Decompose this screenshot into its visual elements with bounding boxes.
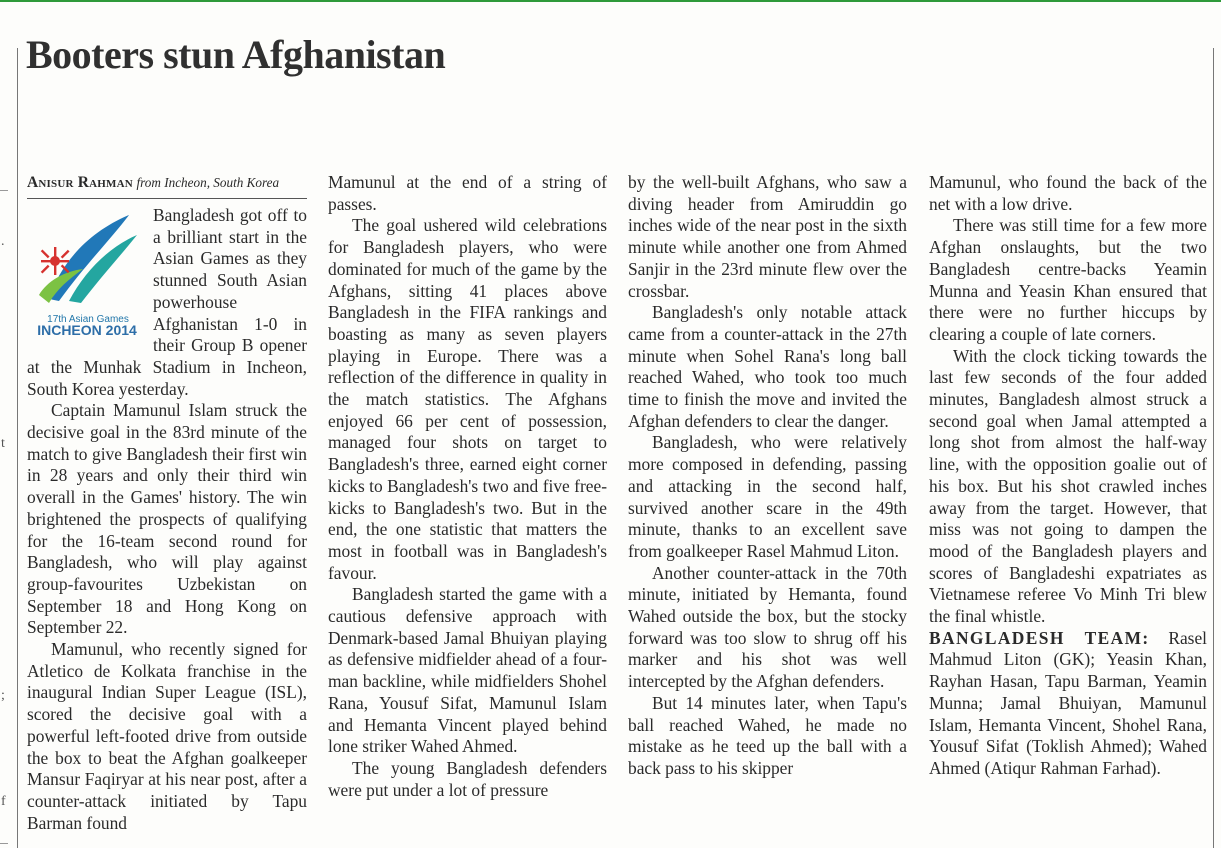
gutter-tick xyxy=(0,190,8,191)
team-label: BANGLADESH TEAM: xyxy=(929,627,1150,648)
paragraph: The young Bangladesh defenders were put under a lot of pressure xyxy=(328,757,607,800)
gutter-fragment: ; xyxy=(1,688,5,703)
article-column-1 xyxy=(27,172,307,837)
asian-games-logo xyxy=(27,203,149,345)
left-column-rule xyxy=(17,48,18,848)
article-column-3 xyxy=(628,172,907,837)
paragraph: Mamunul at the end of a string of passes. xyxy=(328,172,607,214)
gutter-fragment: f xyxy=(1,794,6,809)
paragraph: Bangladesh, who were relatively more composed in defending, passing and attacking in the second half, survived another scare in the 49th minute, thanks to an excellent save from goalkeeper Rasel Mahmud Liton. xyxy=(628,432,907,561)
top-color-rule xyxy=(0,0,1221,2)
paragraph: Bangladesh got off to a brilliant start in the Asian Games as they stunned South Asian powerhouse Afghanistan 1-0 in their Group B opener at the Munhak Stadium in Incheon, South Korea yesterday. xyxy=(27,205,307,399)
team-lineup xyxy=(929,628,1207,780)
paragraph: Mamunul, who recently signed for Atletico de Kolkata franchise in the inaugural Indian Super League (ISL), scored the decisive goal with a powerful left-footed drive from outside the box to beat the Afghan goalkeeper Mansur Faqiryar at his near post, after a counter-attack initiated by Tapu Barman found xyxy=(27,639,307,833)
paragraph: Another counter-attack in the 70th minute, initiated by Hemanta, found Wahed outside the box, but the stocky forward was too slow to shrug off his marker and his shot was well intercepted by the Afghan defenders. xyxy=(628,562,907,692)
article-column-2 xyxy=(328,172,607,837)
paragraph: Mamunul, who found the back of the net with a low drive. xyxy=(929,172,1207,214)
byline-place: from Incheon, South Korea xyxy=(136,175,280,190)
paragraph: But 14 minutes later, when Tapu's ball reached Wahed, he made no mistake as he teed up the ball with a back pass to his skipper xyxy=(628,692,907,778)
byline xyxy=(27,172,307,199)
article-column-4 xyxy=(929,172,1207,837)
paragraph: With the clock ticking towards the last few seconds of the four added minutes, Bangladesh almost struck a second goal when Jamal attempted a long shot from almost the half-way line, with the opposition goalie out of his box. But his shot crawled inches away from the target. However, that miss was not going to dampen the mood of the Bangladesh players and scores of Bangladeshi expatriates as Vietnamese referee Vo Minh Tri blew the final whistle. xyxy=(929,345,1207,627)
asian-games-emblem-icon xyxy=(27,203,149,311)
logo-city: INCHEON 2014 xyxy=(37,322,137,338)
paragraph: by the well-built Afghans, who saw a diving header from Amiruddin go inches wide of the near post in the sixth minute while another one from Ahmed Sanjir in the 23rd minute flew over the crossbar. xyxy=(628,172,907,301)
headline: Booters stun Afghanistan xyxy=(26,32,446,77)
team-list: Rasel Mahmud Liton (GK); Yeasin Khan, Rayhan Hasan, Tapu Barman, Yeamin Munna; Jamal Bhuiyan, Mamunul Islam, Hemanta Vincent, Shohel Rana, Yousuf Sifat (Toklish Ahmed); Wahed Ahmed (Atiqur Rahman Farhad). xyxy=(929,627,1207,778)
paragraph: There was still time for a few more Afghan onslaughts, but the two Bangladesh centre-backs Yeamin Munna and Yeasin Khan ensured that there were no further hiccups by clearing a couple of late corners. xyxy=(929,215,1207,344)
paragraph: Bangladesh started the game with a cautious defensive approach with Denmark-based Jamal Bhuiyan playing as defensive midfielder ahead of a four-man backline, while midfielders Shohel Rana, Yousuf Sifat, Mamunul Islam and Hemanta Vincent played behind lone striker Wahed Ahmed. xyxy=(328,584,607,757)
logo-tagline: 17th Asian Games xyxy=(47,314,129,325)
right-column-rule xyxy=(1213,48,1214,848)
paragraph: Bangladesh's only notable attack came from a counter-attack in the 27th minute when Sohel Rana's long ball reached Wahed, who took too much time to finish the move and invited the Afghan defenders to clear the danger. xyxy=(628,302,907,431)
byline-author: Anisur Rahman xyxy=(27,174,133,191)
paragraph: The goal ushered wild celebrations for Bangladesh players, who were dominated for much of the game by the Afghans, sitting 41 places above Bangladesh in the FIFA rankings and boasting as many as seven players playing in Europe. There was a reflection of the difference in quality in the match statistics. The Afghans enjoyed 66 per cent of possession, managed four shots on target to Bangladesh's three, earned eight corner kicks to Bangladesh's two and five free-kicks to Bangladesh's two. But in the end, the one statistic that matters the most in football was in Bangladesh's favour. xyxy=(328,215,607,583)
gutter-fragment: . xyxy=(1,234,5,249)
gutter-fragment: t xyxy=(1,436,5,451)
paragraph: Captain Mamunul Islam struck the decisive goal in the 83rd minute of the match to give Bangladesh their first win in 28 years and only their third win overall in the Games' history. The win brightened the prospects of qualifying for the 16-team second round for Bangladesh, who will play against group-favourites Uzbekistan on September 18 and Hong Kong on September 22. xyxy=(27,400,307,638)
gutter-tick xyxy=(0,843,8,844)
